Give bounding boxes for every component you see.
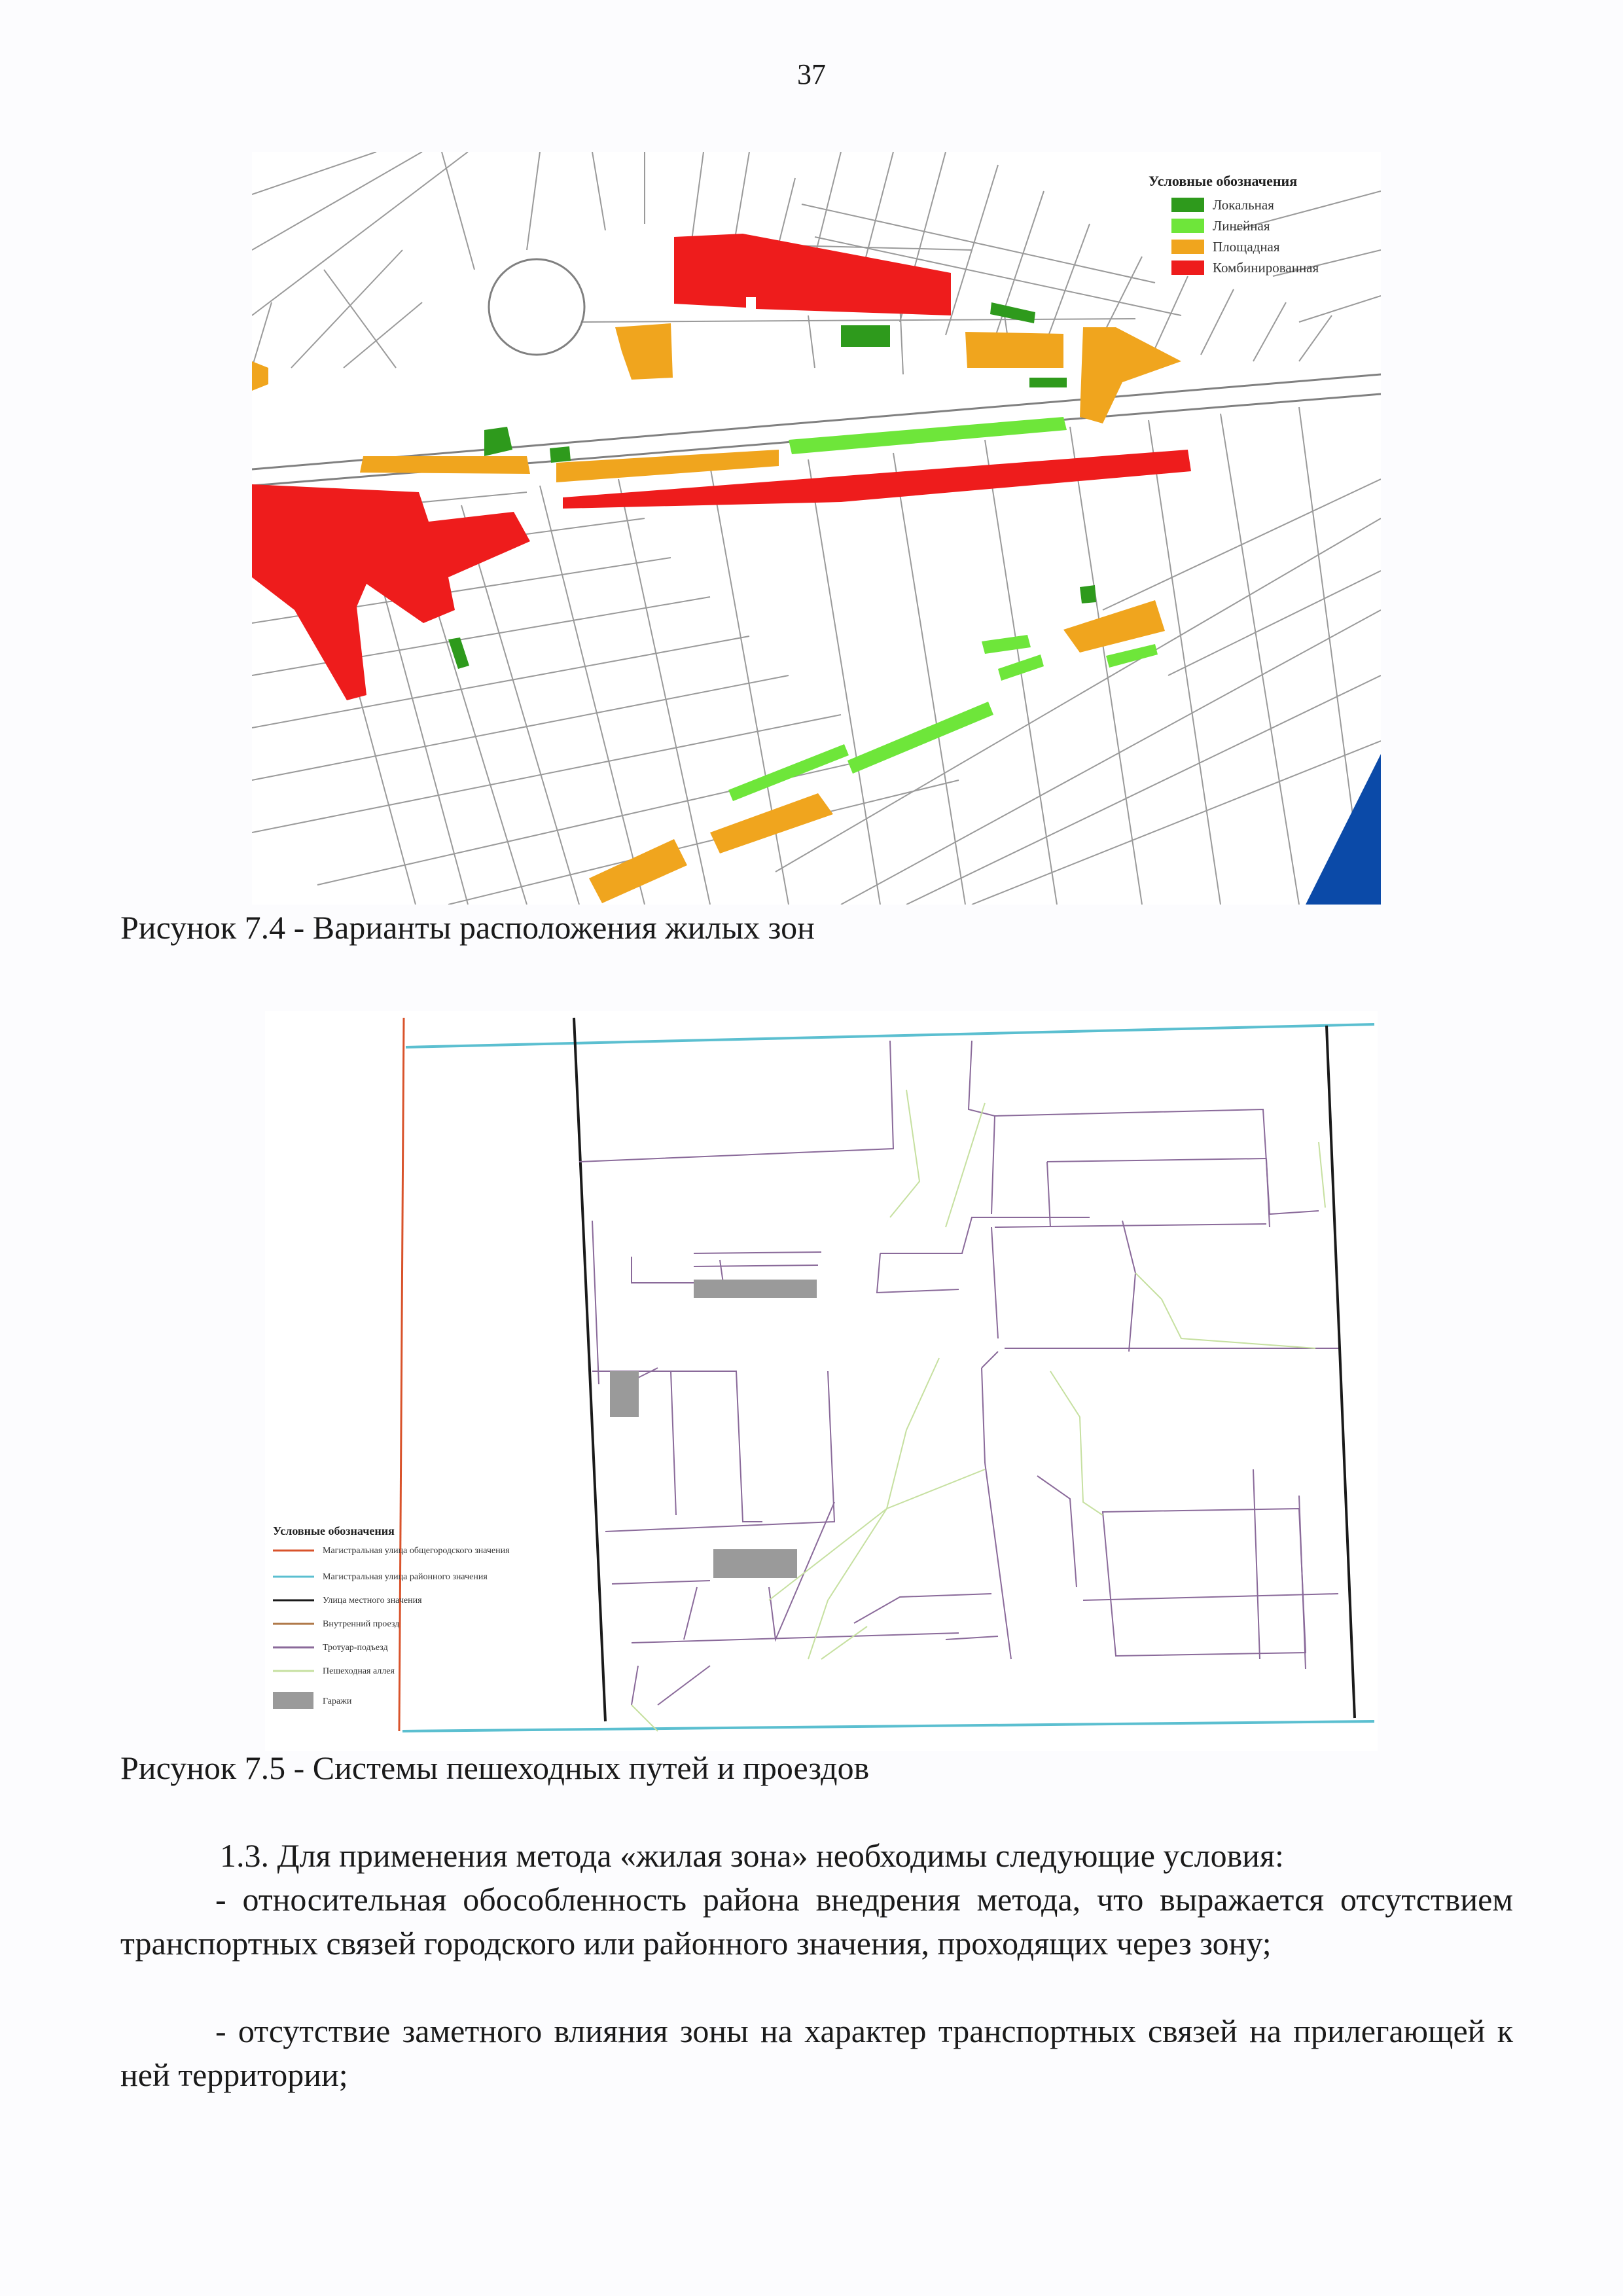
- pedestrian-paths-plan: [265, 1011, 1378, 1751]
- garage-block: [713, 1549, 797, 1578]
- legend-title: Условные обозначения: [1149, 173, 1298, 189]
- pedestrian-alleys: [632, 1090, 1325, 1731]
- legend-label-driveway: Внутренний проезд: [323, 1619, 400, 1629]
- legend-swatch-linear: [1171, 219, 1204, 233]
- legend-label-area: Площадная: [1213, 239, 1280, 255]
- figure-caption-7-5: Рисунок 7.5 - Системы пешеходных путей и проездов: [120, 1749, 870, 1786]
- district-street-bottom: [402, 1721, 1374, 1731]
- paragraph-condition-influence: - отсутствие заметного влияния зоны на характер транспортных связей на прилегающей к ней территории;: [120, 2013, 1513, 2093]
- legend-label-local: Улица местного значения: [323, 1596, 422, 1605]
- legend-label-combined: Комбинированная: [1213, 260, 1319, 276]
- garages: [610, 1280, 817, 1578]
- page-number: 37: [797, 58, 826, 90]
- legend-title: Условные обозначения: [273, 1524, 395, 1537]
- legend-label-district: Магистральная улица районного значения: [323, 1572, 488, 1582]
- legend-label-local: Локальная: [1213, 197, 1274, 213]
- legend-label-alley: Пешеходная аллея: [323, 1666, 395, 1676]
- paragraph-conditions-intro: 1.3. Для применения метода «жилая зона» необходимы следующие условия:: [220, 1837, 1284, 1874]
- roundabout: [489, 259, 584, 355]
- legend: [1149, 173, 1319, 276]
- local-street-right: [1327, 1026, 1355, 1718]
- local-street-left: [574, 1018, 605, 1721]
- city-main-street: [399, 1018, 404, 1731]
- legend-swatch-combined: [1171, 260, 1204, 275]
- figure-residential-zones-map: [252, 152, 1381, 905]
- legend-box-garages: [273, 1692, 313, 1709]
- sidewalk-network: [579, 1041, 1338, 1705]
- legend-swatch-area: [1171, 240, 1204, 254]
- garage-block: [694, 1280, 817, 1298]
- legend-swatch-local: [1171, 198, 1204, 212]
- figure-caption-7-4: Рисунок 7.4 - Варианты расположения жилых зон: [120, 909, 815, 946]
- legend-label-garages: Гаражи: [323, 1696, 352, 1706]
- legend-label-city: Магистральная улица общегородского значения: [323, 1546, 510, 1556]
- legend-label-linear: Линейная: [1213, 218, 1270, 234]
- garage-block: [610, 1371, 639, 1417]
- paragraph-condition-isolation: - относительная обособленность района внедрения метода, что выражается отсутствием транспортных связей городского или районного значения, проходящих через зону;: [120, 1881, 1513, 1962]
- legend: [273, 1524, 510, 1709]
- residential-zones-map: [252, 152, 1381, 905]
- figure-pedestrian-paths-plan: [265, 1011, 1378, 1751]
- legend-label-sidewalk: Тротуар-подъезд: [323, 1643, 388, 1653]
- river: [1306, 754, 1381, 905]
